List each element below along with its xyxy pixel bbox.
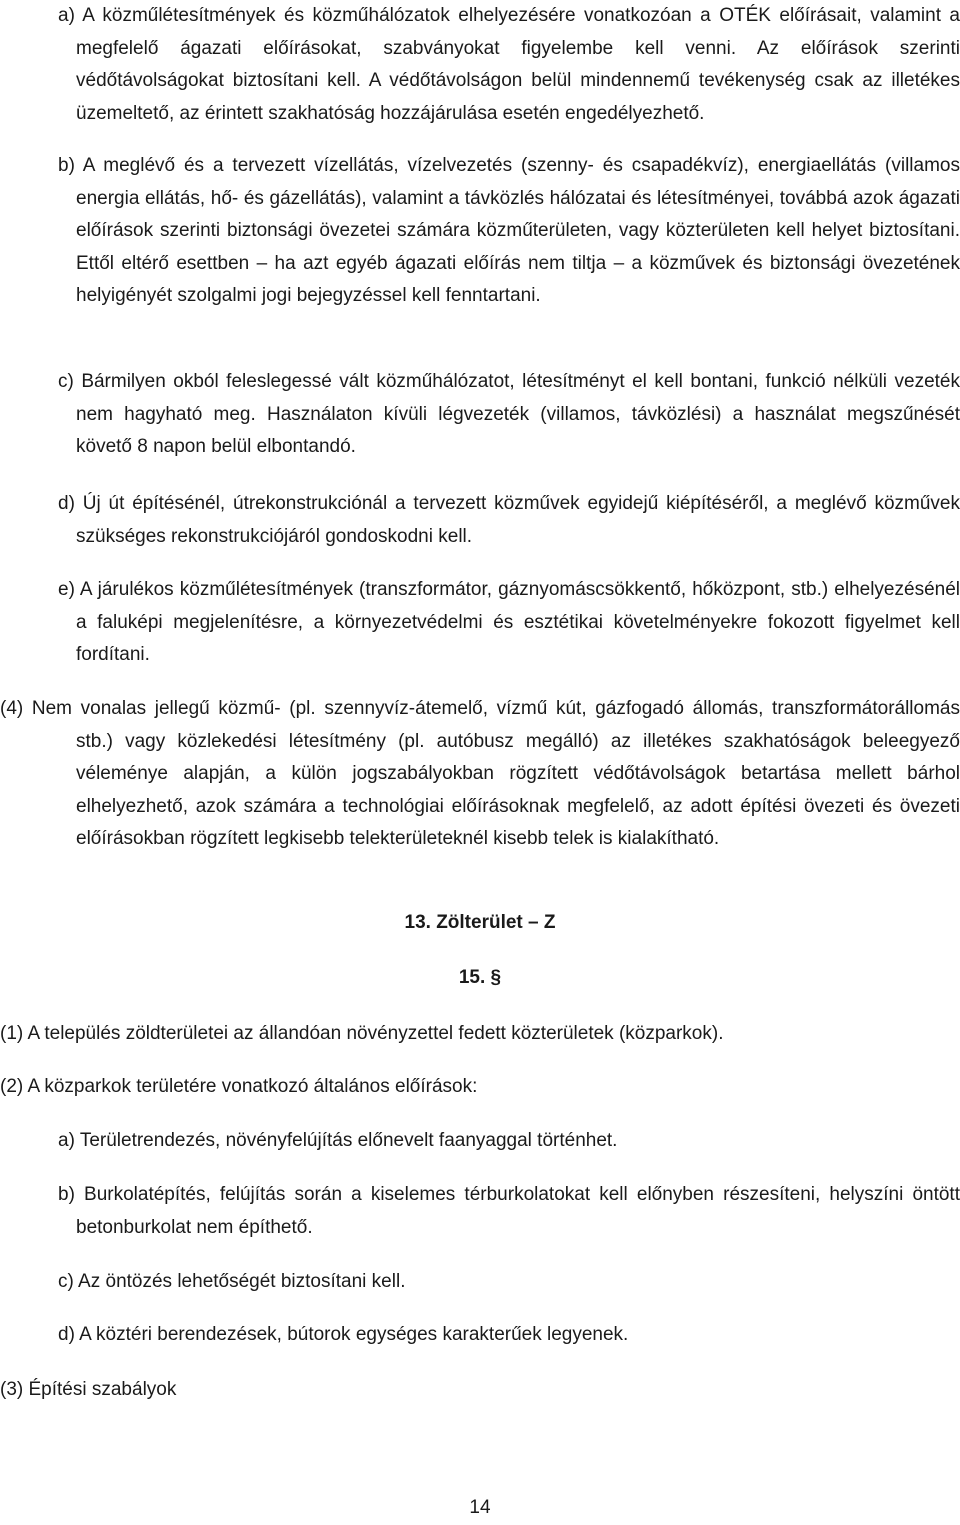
paragraph-e: e) A járulékos közműlétesítmények (transzformátor, gáznyomáscsökkentő, hőközpont, stb.) elhelyezésénél a faluképi megjelenítésre, a környezetvédelmi és esztétikai követelményekre fokozott figyelmet kell fordítani. bbox=[58, 579, 960, 665]
zold-item-d: d) A köztéri berendezések, bútorok egységes karakterűek legyenek. bbox=[58, 1324, 629, 1345]
zold-item-a: a) Területrendezés, növényfelújítás előnevelt faanyaggal történhet. bbox=[58, 1130, 618, 1151]
zold-item-b: b) Burkolatépítés, felújítás során a kiselemes térburkolatokat kell előnyben részesíteni, helyszíni öntött betonburkolat nem építhető. bbox=[58, 1184, 960, 1238]
paragraph-b: b) A meglévő és a tervezett vízellátás, vízelvezetés (szenny- és csapadékvíz), energiaellátás (villamos energia ellátás, hő- és gázellátás), valamint a távközlés hálózatai és létesítményei, továbbá azok ágazati előírások szerinti biztonsági övezetei számára közműterületen, vagy közterületen kell helyet biztosítani. Ettől eltérő esettben – ha azt egyéb ágazati előírás nem tiltja – a közművek és biztonsági övezetének helyigényét szolgalmi jogi bejegyzéssel kell fenntartani. bbox=[58, 155, 960, 306]
paragraph-a: a) A közműlétesítmények és közműhálózatok elhelyezésére vonatkozóan a OTÉK előírásait, valamint a megfelelő ágazati előírásokat, szabványokat figyelembe kell venni. Az előírások szerinti védőtávolságokat biztosítani kell. A védőtávolságon belül mindennemű tevékenység csak az illetékes üzemeltető, az érintett szakhatóság hozzájárulása esetén engedélyezhető. bbox=[58, 5, 960, 124]
zold-paragraph-1: (1) A település zöldterületei az állandóan növényzettel fedett közterületek (közparkok). bbox=[0, 1023, 724, 1044]
zold-paragraph-2: (2) A közparkok területére vonatkozó általános előírások: bbox=[0, 1076, 478, 1097]
section-title: 13. Zölterület – Z bbox=[404, 912, 556, 933]
paragraph-c: c) Bármilyen okból feleslegessé vált közműhálózatot, létesítményt el kell bontani, funkció nélküli vezeték nem hagyható meg. Használaton kívüli légvezeték (villamos, távközlési) a használat megszűnését követő 8 napon belül elbontandó. bbox=[58, 371, 960, 457]
zold-item-c: c) Az öntözés lehetőségét biztosítani kell. bbox=[58, 1271, 406, 1292]
paragraph-4: (4) Nem vonalas jellegű közmű- (pl. szennyvíz-átemelő, vízmű kút, gázfogadó állomás, transzformátorállomás stb.) vagy közlekedési létesítmény (pl. autóbusz megálló) az illetékes szakhatóságok beleegyező véleménye alapján, a külön jogszabályokban rögzített védőtávolságok betartása mellett bárhol elhelyezhető, azok számára a technológiai előírásoknak megfelelő, az adott építési övezeti és övezeti előírásokban rögzített legkisebb telekterületeknél kisebb telek is kialakítható. bbox=[0, 698, 960, 849]
page-number: 14 bbox=[469, 1497, 491, 1518]
zold-paragraph-3: (3) Építési szabályok bbox=[0, 1379, 177, 1400]
section-paragraph-number: 15. § bbox=[458, 967, 502, 988]
paragraph-d: d) Új út építésénél, útrekonstrukciónál a tervezett közművek egyidejű kiépítéséről, a meglévő közművek szükséges rekonstrukciójáról gondoskodni kell. bbox=[58, 493, 960, 547]
